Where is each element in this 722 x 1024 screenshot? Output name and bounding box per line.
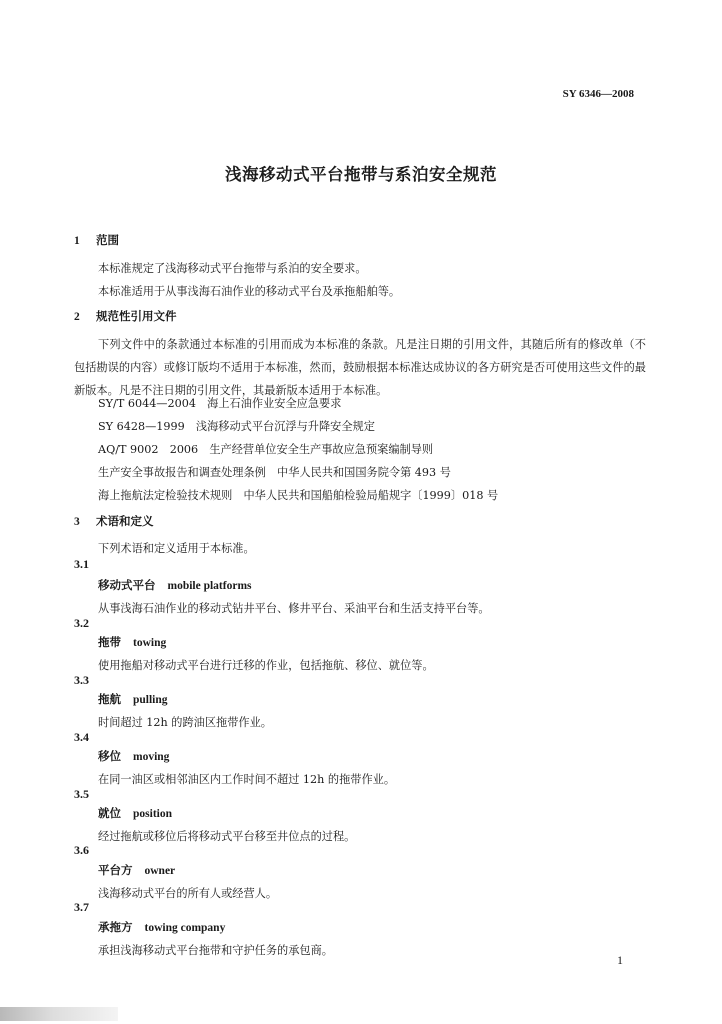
terms-intro: 下列术语和定义适用于本标准。 xyxy=(98,542,255,555)
term-zh: 拖带 xyxy=(98,635,121,649)
page-number: 1 xyxy=(617,953,623,967)
section-2-heading xyxy=(74,308,177,324)
reference-item: 海上拖航法定检验技术规则 中华人民共和国船舶检验局船规字〔1999〕018 号 xyxy=(98,489,499,502)
reference-item: AQ/T 9002 2006 生产经营单位安全生产事故应急预案编制导则 xyxy=(98,443,434,456)
reference-item: SY/T 6044—2004 海上石油作业安全应急要求 xyxy=(98,397,342,410)
term-en: mobile platforms xyxy=(167,580,252,592)
term-en: towing xyxy=(133,637,167,649)
term-title xyxy=(98,577,252,593)
term-definition: 从事浅海石油作业的移动式钻井平台、修井平台、采油平台和生活支持平台等。 xyxy=(98,602,490,615)
term-definition: 时间超过 12h 的跨油区拖带作业。 xyxy=(98,716,272,729)
term-en: owner xyxy=(144,865,176,877)
term-title xyxy=(98,862,175,878)
term-en: position xyxy=(133,808,172,820)
term-definition: 经过拖航或移位后将移动式平台移至井位点的过程。 xyxy=(98,830,356,843)
term-zh: 移动式平台 xyxy=(98,578,156,592)
term-title xyxy=(98,691,168,707)
clause-number: 3.7 xyxy=(74,900,89,914)
clause-number: 3.3 xyxy=(74,673,89,687)
term-title xyxy=(98,919,225,935)
term-zh: 移位 xyxy=(98,749,121,763)
term-title xyxy=(98,805,172,821)
term-definition: 在同一油区或相邻油区内工作时间不超过 12h 的拖带作业。 xyxy=(98,773,396,786)
clause-number: 3.6 xyxy=(74,843,89,857)
section-number: 2 xyxy=(74,311,80,323)
section-number: 1 xyxy=(74,235,80,247)
term-zh: 承拖方 xyxy=(98,920,133,934)
section-number: 3 xyxy=(74,516,80,528)
term-definition: 使用拖船对移动式平台进行迁移的作业，包括拖航、移位、就位等。 xyxy=(98,659,434,672)
term-en: pulling xyxy=(133,694,168,706)
reference-item: SY 6428—1999 浅海移动式平台沉浮与升降安全规定 xyxy=(98,420,375,433)
term-en: moving xyxy=(133,751,170,763)
section-title: 范围 xyxy=(96,233,119,247)
section-title: 规范性引用文件 xyxy=(96,309,177,323)
reference-item: 生产安全事故报告和调查处理条例 中华人民共和国国务院令第 493 号 xyxy=(98,466,451,479)
section-3-heading xyxy=(74,513,154,529)
normative-refs-paragraph: 下列文件中的条款通过本标准的引用而成为本标准的条款。凡是注日期的引用文件，其随后所有的修改单（不包括勘误的内容）或修订版均不适用于本标准，然而，鼓励根据本标准达成协议的各方研究是否可使用这些文件的最新版本。凡是不注日期的引用文件，其最新版本适用于本标准。 xyxy=(74,338,646,397)
scope-line-2: 本标准适用于从事浅海石油作业的移动式平台及承拖船舶等。 xyxy=(98,285,401,298)
term-title xyxy=(98,634,166,650)
section-1-heading xyxy=(74,232,119,248)
term-definition: 浅海移动式平台的所有人或经营人。 xyxy=(98,887,278,900)
standard-code: SY 6346—2008 xyxy=(562,88,634,100)
term-zh: 拖航 xyxy=(98,692,121,706)
clause-number: 3.5 xyxy=(74,787,89,801)
document-title: 浅海移动式平台拖带与系泊安全规范 xyxy=(225,165,497,184)
clause-number: 3.4 xyxy=(74,730,89,744)
term-definition: 承担浅海移动式平台拖带和守护任务的承包商。 xyxy=(98,944,333,957)
scan-artifact xyxy=(0,1007,118,1021)
scope-line-1: 本标准规定了浅海移动式平台拖带与系泊的安全要求。 xyxy=(98,262,367,275)
term-en: towing company xyxy=(144,922,226,934)
section-title: 术语和定义 xyxy=(96,514,154,528)
term-zh: 就位 xyxy=(98,806,121,820)
clause-number: 3.1 xyxy=(74,557,89,571)
term-zh: 平台方 xyxy=(98,863,133,877)
clause-number: 3.2 xyxy=(74,616,89,630)
term-title xyxy=(98,748,169,764)
